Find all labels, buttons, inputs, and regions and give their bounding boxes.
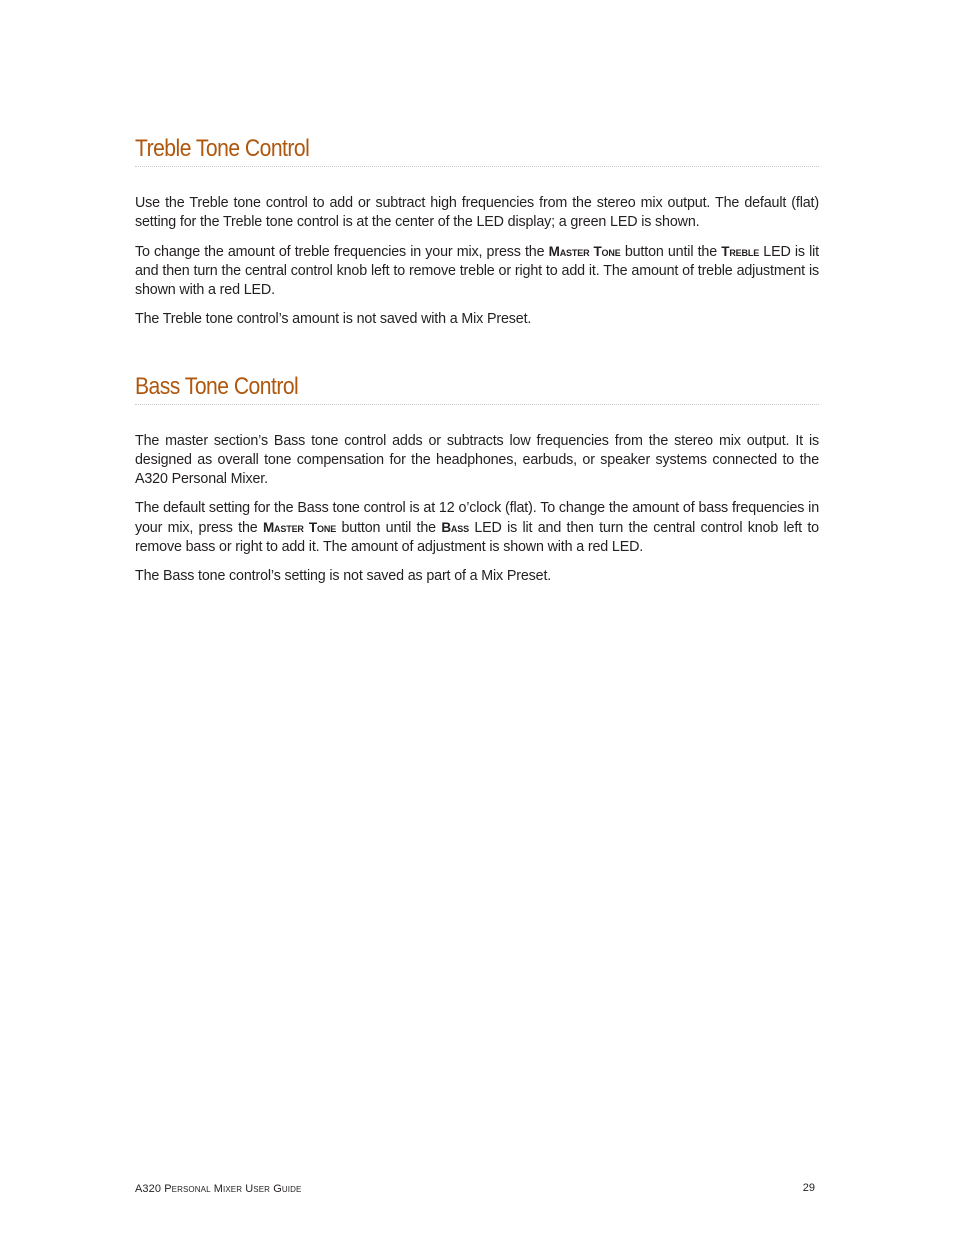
button-name-master-tone: Master Tone (548, 244, 621, 259)
paragraph-text: The default setting for the Bass tone control is at 12 o’clock (flat). To change the amount of bass frequencies in your mix, press the (135, 500, 819, 536)
section-treble-tone-control (135, 134, 819, 339)
paragraph-text: LED is lit and then turn the central control knob left to remove treble or right to add it. The amount of treble adjustment is shown with a red LED. (135, 244, 819, 298)
button-name-master-tone: Master Tone (262, 520, 337, 535)
paragraph: The Bass tone control’s setting is not saved as part of a Mix Preset. (135, 568, 552, 584)
paragraph-text: button until the (620, 244, 722, 260)
footer-page-number: 29 (802, 1182, 815, 1194)
paragraph (135, 499, 819, 557)
led-name-treble: Treble (721, 244, 760, 259)
paragraph: The master section’s Bass tone control adds or subtracts low frequencies from the stereo mix output. It is designed as overall tone compensation for the headphones, earbuds, or speaker systems connected to the A320 Personal Mixer. (135, 433, 819, 487)
led-name-bass: Bass (441, 520, 469, 535)
section-bass-tone-control (135, 372, 819, 596)
section-heading: Bass Tone Control (135, 373, 299, 400)
paragraph (135, 242, 819, 300)
paragraph-text: LED is lit and then turn the central control knob left to remove bass or right to add it. The amount of adjustment is shown with a red LED. (135, 520, 819, 555)
footer-guide-title: A320 Personal Mixer User Guide (135, 1183, 302, 1195)
section-heading: Treble Tone Control (135, 135, 310, 162)
paragraph-text: To change the amount of treble frequencies in your mix, press the (135, 244, 549, 260)
paragraph-text: button until the (336, 520, 442, 536)
paragraph: The Treble tone control’s amount is not saved with a Mix Preset. (135, 311, 532, 327)
paragraph: Use the Treble tone control to add or subtract high frequencies from the stereo mix output. The default (flat) setting for the Treble tone control is at the center of the LED display; a green LED is shown. (135, 195, 819, 230)
